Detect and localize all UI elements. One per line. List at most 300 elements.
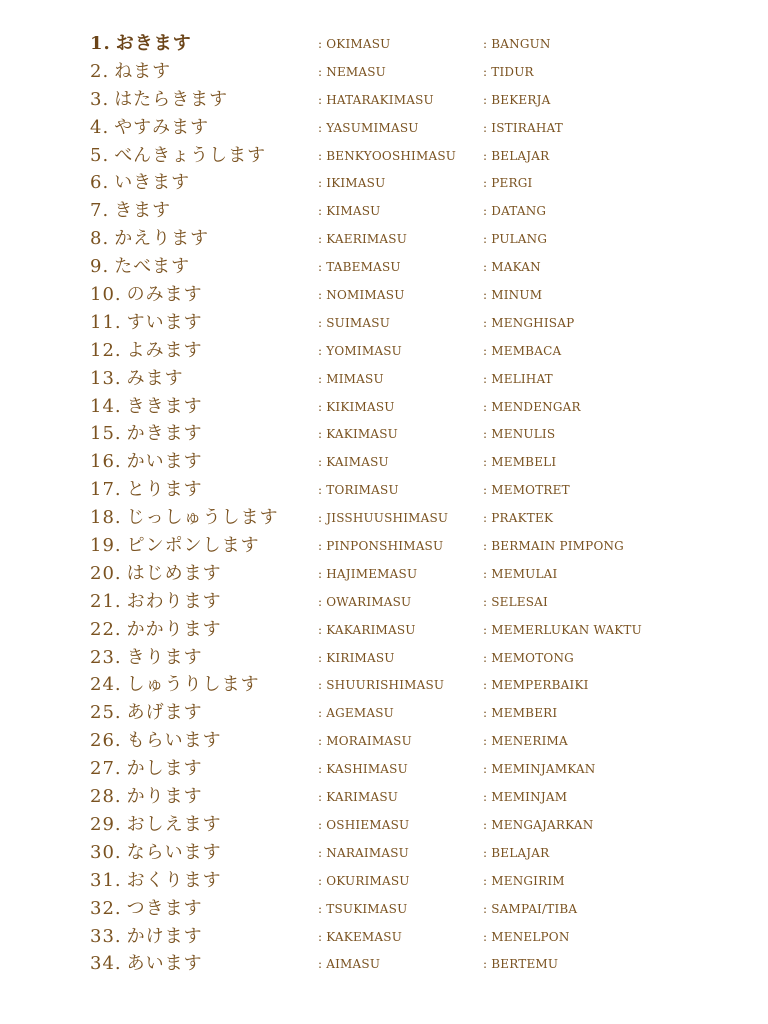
romaji-word: NEMASU [326,64,386,79]
romaji-word: OKIMASU [326,37,391,51]
meaning-cell [483,393,581,421]
separator: : [483,343,488,358]
romaji-word: AIMASU [326,957,381,972]
separator: : [483,873,488,888]
romaji-word: KIKIMASU [326,399,395,414]
entry-number: 11. [90,311,122,333]
meaning-cell [483,867,565,895]
separator: : [483,260,488,275]
meaning-cell [483,644,574,672]
separator: : [483,622,488,637]
entry-number: 12. [90,339,122,361]
japanese-cell [90,114,209,142]
romaji-cell [318,476,399,504]
vocab-row [0,644,768,672]
romaji-word: BENKYOOSHIMASU [326,148,457,163]
meaning-word: PULANG [491,232,548,247]
separator: : [483,845,488,860]
japanese-word: いきます [114,172,191,194]
romaji-cell [318,671,444,699]
meaning-cell [483,448,556,476]
meaning-cell [483,532,624,560]
separator: : [318,260,323,275]
meaning-word: BANGUN [491,37,551,51]
separator: : [318,845,323,860]
separator: : [318,817,323,832]
vocab-row [0,253,768,281]
separator: : [483,288,488,303]
japanese-cell [90,253,190,281]
meaning-word: SAMPAI/TIBA [491,901,578,916]
entry-number: 10. [90,284,122,306]
japanese-cell [90,950,203,978]
entry-number: 17. [90,479,122,501]
separator: : [318,706,323,721]
vocab-row [0,420,768,448]
meaning-word: MEMOTONG [491,650,574,665]
japanese-cell [90,727,222,755]
japanese-word: じっしゅうします [126,507,279,529]
separator: : [318,204,323,219]
romaji-cell [318,839,409,867]
vocab-row [0,588,768,616]
separator: : [318,120,323,135]
meaning-cell [483,169,532,197]
romaji-cell [318,532,443,560]
entry-number: 21. [90,590,122,612]
separator: : [483,427,488,442]
separator: : [483,817,488,832]
japanese-cell [90,30,192,58]
japanese-cell [90,448,203,476]
separator: : [318,873,323,888]
separator: : [483,204,488,219]
romaji-word: KAKEMASU [326,929,403,944]
entry-number: 2. [90,60,110,82]
romaji-cell [318,783,398,811]
separator: : [483,399,488,414]
vocab-row [0,504,768,532]
meaning-cell [483,337,561,365]
separator: : [483,539,488,554]
meaning-cell [483,225,547,253]
separator: : [483,734,488,749]
japanese-cell [90,811,222,839]
japanese-word: かきます [126,423,203,445]
meaning-word: MEMBELI [491,455,557,470]
separator: : [318,427,323,442]
entry-number: 20. [90,562,122,584]
separator: : [318,92,323,107]
separator: : [318,511,323,526]
japanese-cell [90,420,203,448]
romaji-cell [318,811,409,839]
romaji-word: KARIMASU [326,790,399,805]
romaji-cell [318,225,407,253]
japanese-word: かえります [114,228,210,250]
romaji-cell [318,114,419,142]
japanese-cell [90,393,203,421]
separator: : [318,762,323,777]
separator: : [318,148,323,163]
entry-number: 18. [90,507,122,529]
separator: : [318,37,323,51]
vocab-row [0,114,768,142]
separator: : [318,650,323,665]
meaning-cell [483,895,577,923]
romaji-cell [318,142,456,170]
romaji-cell [318,253,401,281]
meaning-word: DATANG [491,204,547,219]
separator: : [318,790,323,805]
entry-number: 1. [90,33,111,54]
meaning-word: MENGIRIM [491,873,565,888]
separator: : [483,566,488,581]
separator: : [483,483,488,498]
vocab-row [0,393,768,421]
separator: : [483,371,488,386]
vocab-row [0,448,768,476]
romaji-word: MORAIMASU [326,734,412,749]
separator: : [483,455,488,470]
vocab-row [0,476,768,504]
japanese-word: たべます [114,256,191,278]
meaning-word: PRAKTEK [491,511,554,526]
japanese-cell [90,365,184,393]
separator: : [483,650,488,665]
meaning-word: MEMERLUKAN WAKTU [491,622,642,637]
separator: : [318,288,323,303]
vocab-row [0,532,768,560]
romaji-word: PINPONSHIMASU [326,539,444,554]
japanese-word: のみます [126,284,203,306]
japanese-word: つきます [126,897,203,919]
entry-number: 28. [90,786,122,808]
entry-number: 3. [90,88,110,110]
meaning-cell [483,281,542,309]
vocab-row [0,58,768,86]
separator: : [483,790,488,805]
romaji-cell [318,616,416,644]
entry-number: 26. [90,730,122,752]
meaning-cell [483,58,534,86]
japanese-word: すいます [126,311,203,333]
meaning-cell [483,197,546,225]
japanese-cell [90,504,279,532]
japanese-word: おしえます [126,813,222,835]
vocab-row [0,281,768,309]
japanese-word: かします [126,758,203,780]
japanese-word: よみます [126,339,203,361]
romaji-cell [318,560,417,588]
japanese-cell [90,644,203,672]
japanese-word: おわります [126,590,222,612]
entry-number: 16. [90,451,122,473]
separator: : [483,901,488,916]
meaning-cell [483,309,574,337]
meaning-word: BELAJAR [491,148,550,163]
meaning-word: ISTIRAHAT [491,120,563,135]
separator: : [318,315,323,330]
japanese-word: ならいます [126,841,222,863]
vocab-row [0,560,768,588]
separator: : [318,399,323,414]
entry-number: 22. [90,618,122,640]
romaji-word: HAJIMEMASU [326,566,418,581]
japanese-word: あげます [126,702,203,724]
entry-number: 29. [90,813,122,835]
meaning-cell [483,588,548,616]
romaji-cell [318,393,395,421]
meaning-word: MENGHISAP [491,315,575,330]
meaning-word: MENULIS [491,427,556,442]
meaning-word: BEKERJA [491,92,551,107]
romaji-word: KIMASU [326,204,381,219]
meaning-word: TIDUR [491,64,534,79]
separator: : [318,594,323,609]
romaji-word: OKURIMASU [326,873,410,888]
romaji-cell [318,923,402,951]
separator: : [318,176,323,191]
meaning-cell [483,365,553,393]
vocab-row [0,867,768,895]
japanese-cell [90,197,171,225]
japanese-word: やすみます [114,116,210,138]
romaji-cell [318,337,402,365]
japanese-word: はじめます [126,562,222,584]
entry-number: 19. [90,535,122,557]
separator: : [318,455,323,470]
vocab-row [0,309,768,337]
meaning-word: MEMBACA [491,343,562,358]
meaning-cell [483,114,563,142]
entry-number: 31. [90,869,122,891]
meaning-word: BELAJAR [491,845,550,860]
vocab-row [0,839,768,867]
meaning-cell [483,616,642,644]
entry-number: 4. [90,116,110,138]
separator: : [318,343,323,358]
meaning-cell [483,811,593,839]
entry-number: 33. [90,925,122,947]
japanese-cell [90,476,203,504]
romaji-cell [318,86,434,114]
vocab-row [0,811,768,839]
meaning-word: MEMOTRET [491,483,570,498]
japanese-word: かけます [126,925,203,947]
meaning-word: PERGI [491,176,533,191]
meaning-word: MAKAN [491,260,541,275]
meaning-cell [483,923,570,951]
meaning-word: MENDENGAR [491,399,581,414]
japanese-cell [90,895,203,923]
vocab-row [0,699,768,727]
separator: : [483,315,488,330]
meaning-word: MENGAJARKAN [491,817,594,832]
japanese-word: もらいます [126,730,222,752]
meaning-word: SELESAI [491,594,548,609]
meaning-word: MEMINJAMKAN [491,762,596,777]
romaji-cell [318,197,380,225]
meaning-cell [483,839,549,867]
romaji-word: SUIMASU [326,315,391,330]
romaji-cell [318,755,408,783]
separator: : [318,539,323,554]
meaning-cell [483,476,570,504]
japanese-word: かいます [126,451,203,473]
separator: : [483,92,488,107]
meaning-word: MENERIMA [491,734,568,749]
separator: : [483,678,488,693]
entry-number: 15. [90,423,122,445]
meaning-cell [483,699,557,727]
romaji-word: YASUMIMASU [326,120,419,135]
meaning-word: MEMINJAM [491,790,568,805]
separator: : [318,232,323,247]
meaning-cell [483,142,549,170]
romaji-cell [318,30,390,58]
japanese-cell [90,616,222,644]
separator: : [318,734,323,749]
separator: : [483,957,488,972]
romaji-word: IKIMASU [326,176,386,191]
romaji-word: JISSHUUSHIMASU [326,511,449,526]
japanese-word: ききます [126,395,203,417]
meaning-word: MEMPERBAIKI [491,678,589,693]
vocab-row [0,86,768,114]
meaning-word: MINUM [491,288,543,303]
separator: : [483,594,488,609]
meaning-word: MEMULAI [491,566,558,581]
japanese-cell [90,588,222,616]
japanese-word: べんきょうします [114,144,267,166]
vocab-row [0,727,768,755]
vocab-row [0,783,768,811]
romaji-word: KAIMASU [326,455,389,470]
entry-number: 25. [90,702,122,724]
separator: : [483,232,488,247]
japanese-cell [90,225,209,253]
japanese-word: かります [126,786,203,808]
entry-number: 30. [90,841,122,863]
romaji-cell [318,281,405,309]
separator: : [483,64,488,79]
entry-number: 32. [90,897,122,919]
entry-number: 5. [90,144,110,166]
entry-number: 27. [90,758,122,780]
meaning-cell [483,420,555,448]
japanese-cell [90,169,190,197]
romaji-word: OSHIEMASU [326,817,410,832]
japanese-word: とります [126,479,203,501]
romaji-cell [318,727,412,755]
japanese-cell [90,755,203,783]
romaji-word: NOMIMASU [326,288,405,303]
japanese-cell [90,532,260,560]
separator: : [318,957,323,972]
romaji-cell [318,588,411,616]
meaning-cell [483,671,589,699]
romaji-cell [318,365,384,393]
romaji-word: KAKARIMASU [326,622,416,637]
japanese-word: はたらきます [114,88,229,110]
vocab-row [0,30,768,58]
romaji-cell [318,950,380,978]
japanese-word: きります [126,646,203,668]
meaning-cell [483,783,567,811]
separator: : [483,929,488,944]
japanese-cell [90,783,203,811]
separator: : [318,64,323,79]
meaning-cell [483,504,553,532]
romaji-cell [318,867,410,895]
meaning-word: MENELPON [491,929,570,944]
entry-number: 24. [90,674,122,696]
romaji-word: TSUKIMASU [326,901,408,916]
vocab-row [0,197,768,225]
meaning-word: BERTEMU [491,957,559,972]
romaji-cell [318,895,407,923]
japanese-cell [90,281,203,309]
romaji-cell [318,420,398,448]
vocab-row [0,950,768,978]
separator: : [483,706,488,721]
romaji-cell [318,58,386,86]
romaji-cell [318,169,385,197]
japanese-cell [90,142,266,170]
japanese-word: しゅうりします [126,674,260,696]
entry-number: 9. [90,256,110,278]
vocab-row [0,895,768,923]
separator: : [483,511,488,526]
romaji-word: HATARAKIMASU [326,92,434,107]
entry-number: 8. [90,228,110,250]
japanese-cell [90,839,222,867]
vocab-row [0,616,768,644]
japanese-word: ピンポンします [126,535,260,557]
vocab-row [0,142,768,170]
japanese-word: あいます [126,953,203,975]
vocab-row [0,365,768,393]
separator: : [318,929,323,944]
meaning-cell [483,30,551,58]
separator: : [483,176,488,191]
entry-number: 13. [90,367,122,389]
japanese-cell [90,86,228,114]
romaji-cell [318,699,394,727]
japanese-cell [90,58,171,86]
meaning-cell [483,755,595,783]
romaji-word: SHUURISHIMASU [326,678,445,693]
entry-number: 7. [90,200,110,222]
vocab-row [0,169,768,197]
romaji-word: AGEMASU [326,706,394,721]
meaning-cell [483,253,541,281]
japanese-cell [90,699,203,727]
meaning-cell [483,727,568,755]
vocab-row [0,671,768,699]
vocab-row [0,337,768,365]
japanese-cell [90,337,203,365]
japanese-word: おきます [115,33,192,54]
romaji-word: KAKIMASU [326,427,398,442]
japanese-cell [90,309,203,337]
separator: : [483,148,488,163]
romaji-cell [318,644,395,672]
romaji-word: YOMIMASU [326,343,402,358]
japanese-word: みます [126,367,184,389]
entry-number: 34. [90,953,122,975]
